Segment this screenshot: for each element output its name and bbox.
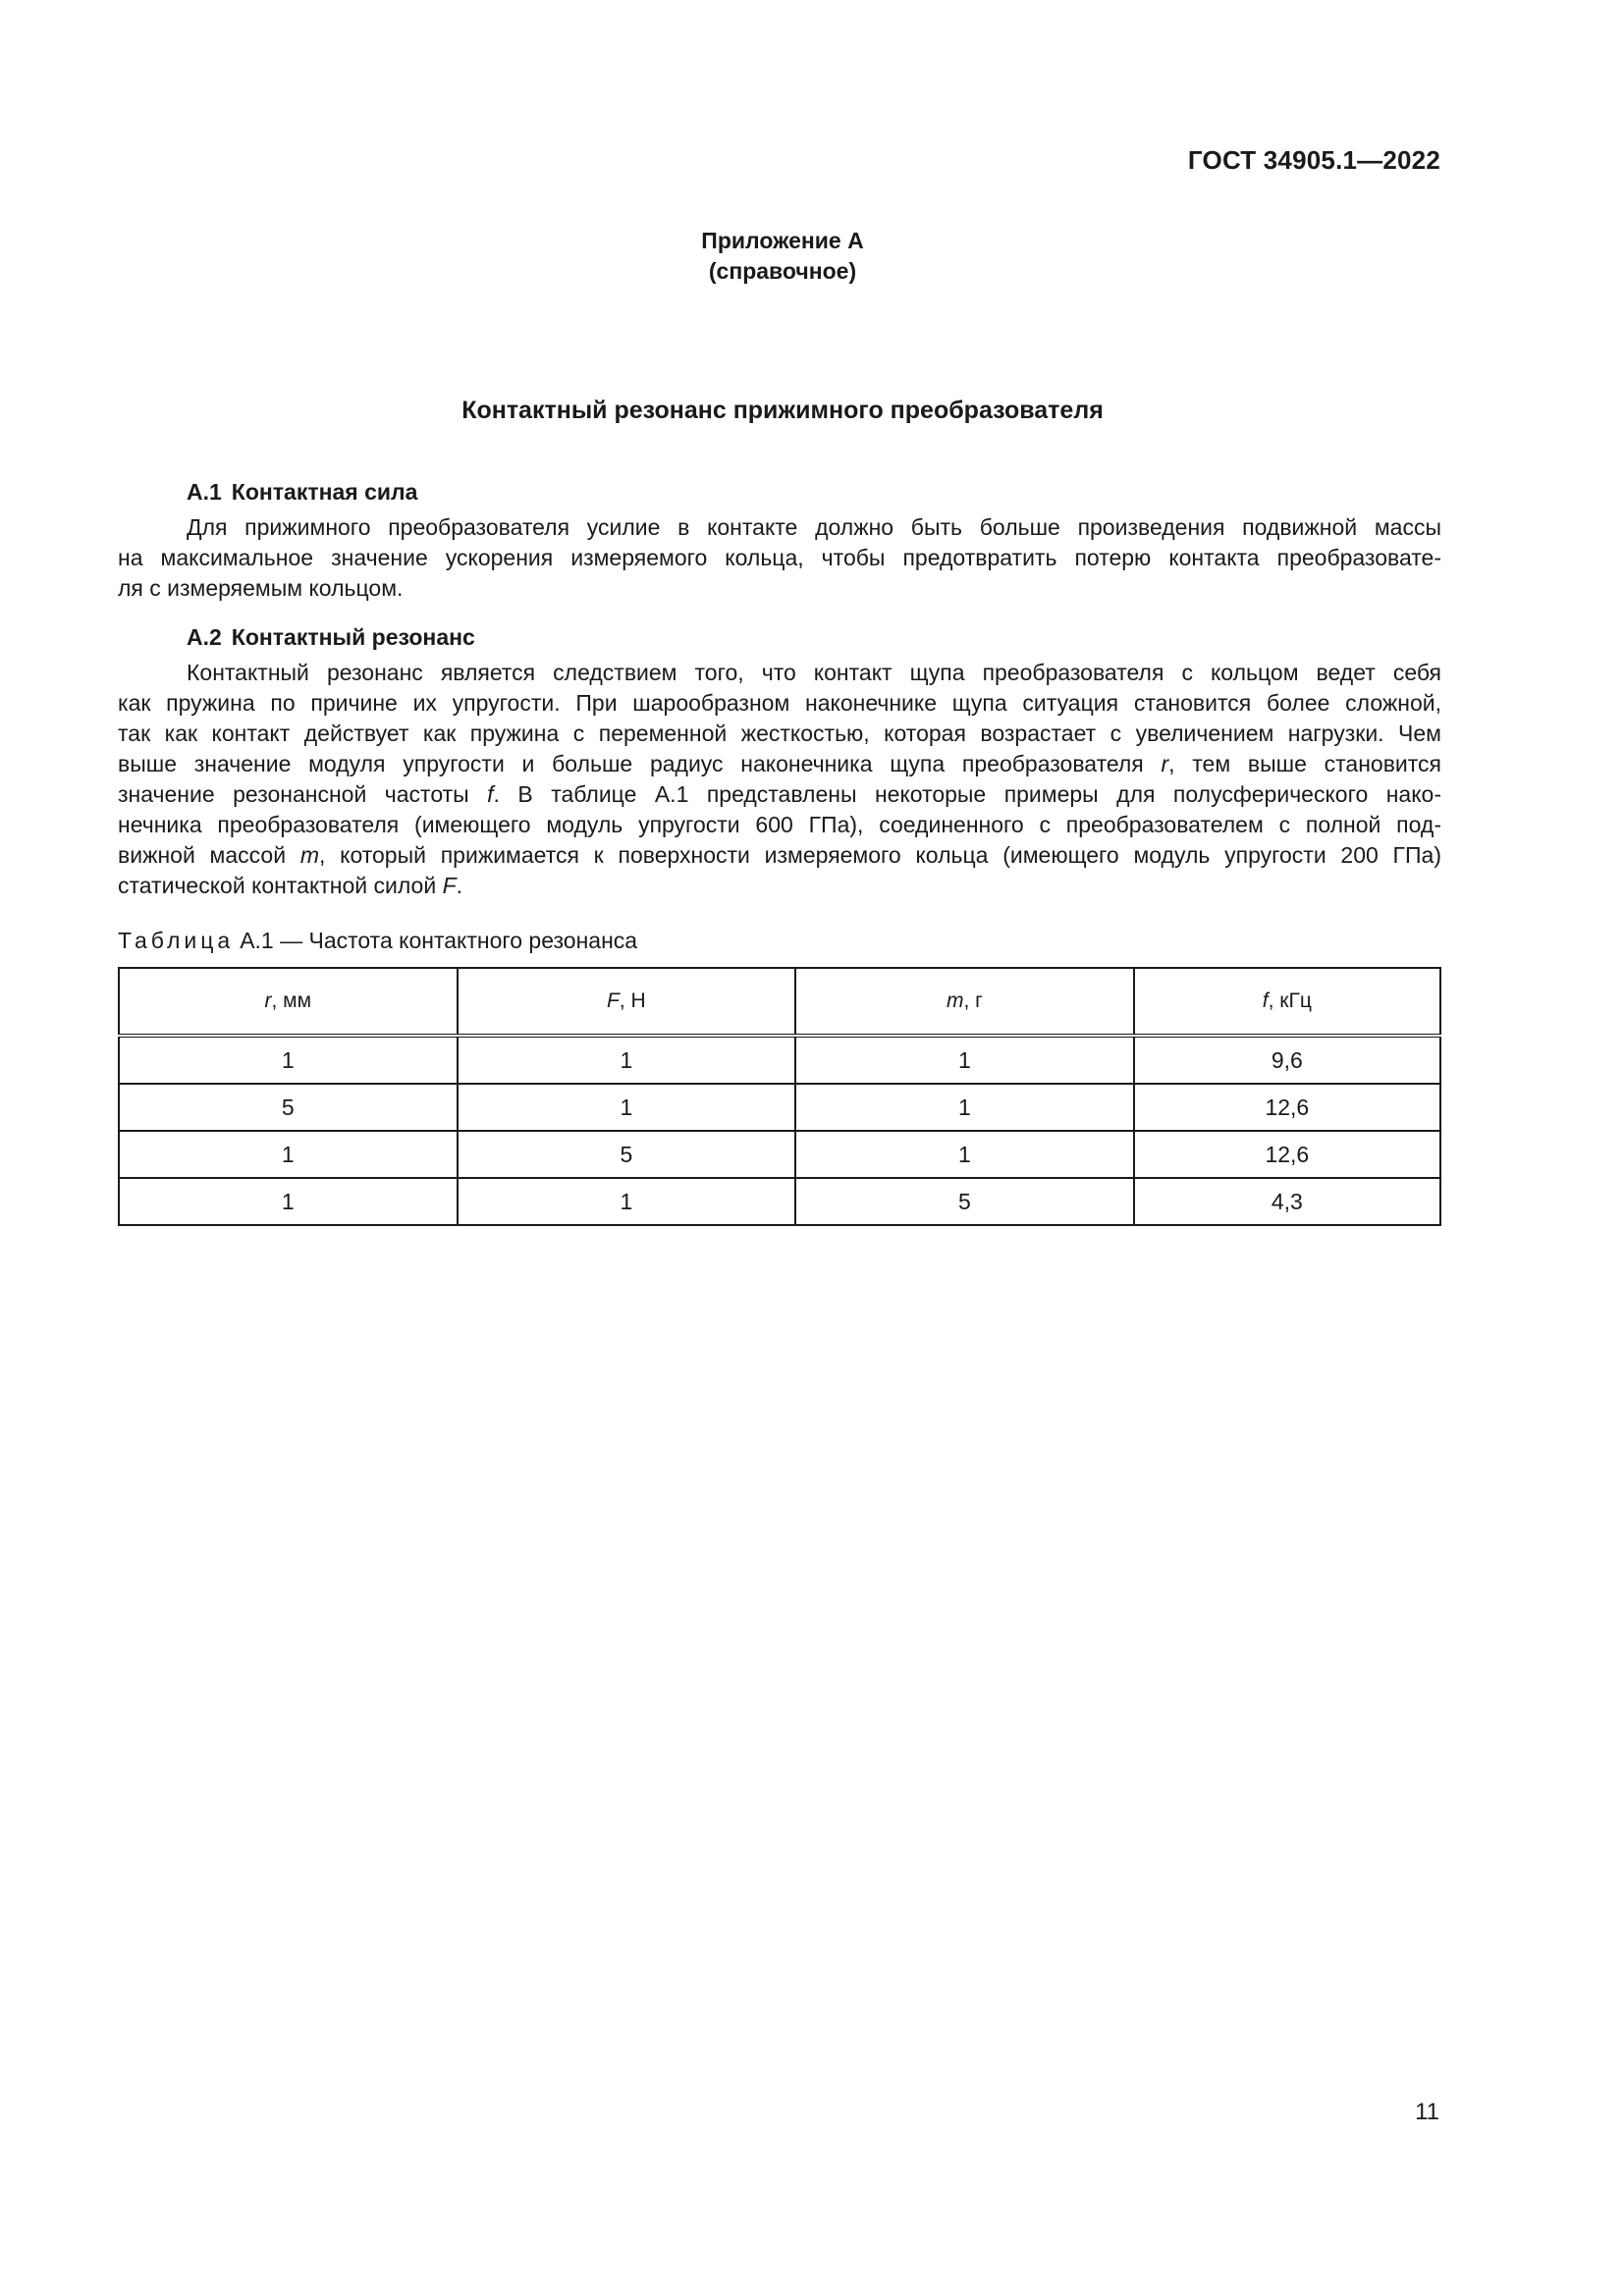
paragraph-line: статической контактной силой F.	[118, 873, 463, 898]
table-row	[119, 1131, 1440, 1178]
table-row	[119, 1036, 1440, 1084]
clause-title: Контактный резонанс	[231, 624, 475, 650]
annex-type: (справочное)	[708, 258, 857, 284]
paragraph-line: выше значение модуля упругости и больше радиус наконечника щупа преобразователя r, тем выше становится	[118, 751, 1441, 776]
table-cell: 1	[458, 1178, 796, 1225]
paragraph-a1	[118, 512, 1441, 604]
table-cell: 1	[795, 1131, 1134, 1178]
table-cell: 1	[119, 1131, 458, 1178]
header-unit: , Н	[619, 989, 646, 1012]
annex-title: Приложение А	[701, 228, 864, 253]
header-symbol: F	[607, 989, 620, 1012]
table-cell: 1	[119, 1178, 458, 1225]
clause-title: Контактная сила	[231, 479, 418, 505]
header-unit: , мм	[271, 989, 312, 1012]
table-cell: 1	[458, 1036, 796, 1084]
column-header-frequency	[1134, 968, 1440, 1036]
header-unit: , кГц	[1268, 989, 1312, 1012]
table-cell: 1	[795, 1036, 1134, 1084]
column-header-force	[458, 968, 796, 1036]
page-number: 11	[1415, 2099, 1439, 2125]
paragraph-line: Для прижимного преобразователя усилие в контакте должно быть больше произведения подвижной массы	[187, 514, 1441, 540]
column-header-radius	[119, 968, 458, 1036]
section-title: Контактный резонанс прижимного преобразователя	[461, 397, 1104, 424]
paragraph-line: на максимальное значение ускорения измеряемого кольца, чтобы предотвратить потерю контакта преобразовате-	[118, 545, 1441, 570]
table-cell: 5	[119, 1084, 458, 1131]
clause-number: А.2	[187, 624, 222, 650]
paragraph-line: вижной массой m, который прижимается к поверхности измеряемого кольца (имеющего модуль упругости 200 ГПа)	[118, 842, 1441, 868]
paragraph-line: нечника преобразователя (имеющего модуль упругости 600 ГПа), соединенного с преобразователем с полной под-	[118, 812, 1441, 837]
paragraph-line: Контактный резонанс является следствием того, что контакт щупа преобразователя с кольцом ведет себя	[187, 660, 1441, 685]
paragraph-line: значение резонансной частоты f. В таблице А.1 представлены некоторые примеры для полусферического нако-	[118, 781, 1441, 807]
table-cell: 9,6	[1134, 1036, 1440, 1084]
table-cell: 5	[795, 1178, 1134, 1225]
header-symbol: m	[946, 989, 964, 1012]
paragraph-line: как пружина по причине их упругости. При шарообразном наконечнике щупа ситуация становится более сложной,	[118, 690, 1441, 716]
resonance-frequency-table	[118, 967, 1441, 1226]
clause-heading-a2	[187, 622, 475, 652]
table-cell: 5	[458, 1131, 796, 1178]
table-header-row	[119, 968, 1440, 1036]
table-cell: 1	[795, 1084, 1134, 1131]
table-caption	[118, 926, 637, 955]
table-cell: 12,6	[1134, 1131, 1440, 1178]
table-cell: 4,3	[1134, 1178, 1440, 1225]
paragraph-line: так как контакт действует как пружина с переменной жесткостью, которая возрастает с увеличением нагрузки. Чем	[118, 721, 1441, 746]
table-row	[119, 1084, 1440, 1131]
header-unit: , г	[963, 989, 983, 1012]
paragraph-line: ля с измеряемым кольцом.	[118, 575, 404, 601]
clause-number: А.1	[187, 479, 222, 505]
header-symbol: r	[264, 989, 272, 1012]
table-cell: 1	[458, 1084, 796, 1131]
table-caption-text: А.1 — Частота контактного резонанса	[240, 928, 638, 953]
column-header-mass	[795, 968, 1134, 1036]
table-caption-label: Таблица	[118, 928, 235, 953]
paragraph-a2	[118, 658, 1441, 901]
table-cell: 1	[119, 1036, 458, 1084]
table-cell: 12,6	[1134, 1084, 1440, 1131]
clause-heading-a1	[187, 477, 417, 507]
document-number: ГОСТ 34905.1—2022	[1187, 145, 1440, 175]
table-row	[119, 1178, 1440, 1225]
header-symbol: f	[1262, 989, 1269, 1012]
